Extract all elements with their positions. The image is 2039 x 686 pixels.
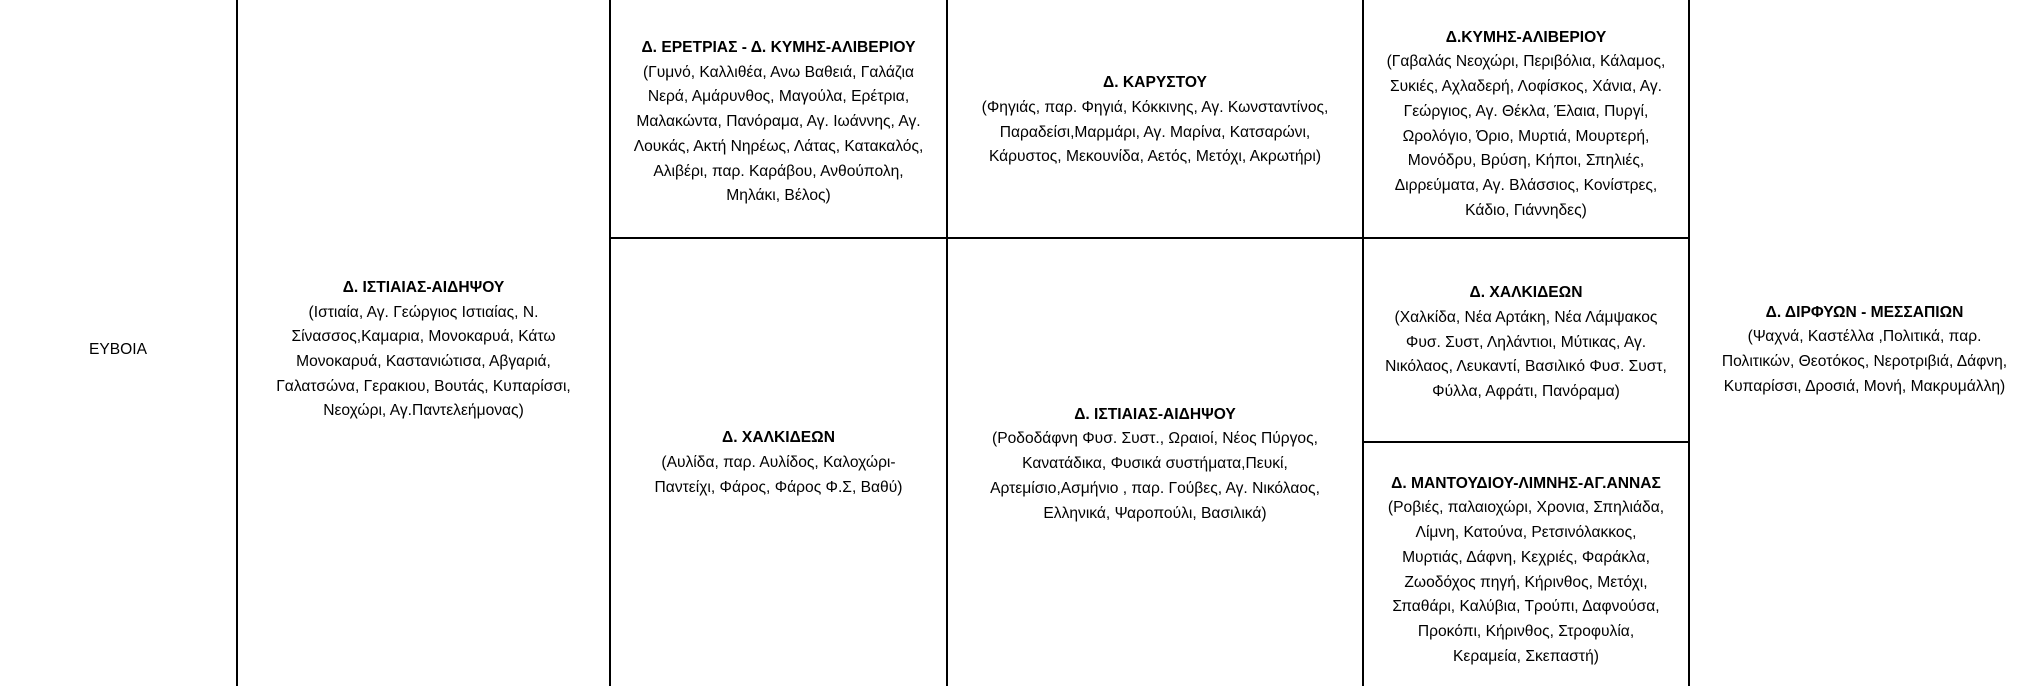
- municipality-areas: (Ψαχνά, Καστέλλα ,Πολιτικά, παρ. Πολιτικών, Θεοτόκος, Νεροτριβιά, Δάφνη, Κυπαρίσσι, Δροσιά, Μονή, Μακρυμάλλη): [1721, 328, 2008, 395]
- municipality-areas: (Χαλκίδα, Νέα Αρτάκη, Νέα Λάμψακος Φυσ. Συστ, Ληλάντιοι, Μύτικας, Αγ. Νικόλαος, Λευκαντί, Βασιλικό Φυσ. Συστ, Φύλλα, Αφράτι, Πανόραμα): [1385, 308, 1667, 401]
- municipality-areas: (Ροδοδάφνη Φυσ. Συστ., Ωραιοί, Νέος Πύργος, Κανατάδικα, Φυσικά συστήματα,Πευκί, Αρτεμίσιο,Ασμήνιο , παρ. Γούβες, Αγ. Νικόλαος, Ελληνικά, Ψαροπούλι, Βασιλικά): [990, 430, 1320, 522]
- municipality-areas: (Γαβαλάς Νεοχώρι, Περιβόλια, Κάλαμος, Συκιές, Αχλαδερή, Λοφίσκος, Χάνια, Αγ. Γεώργιος, Αγ. Θέκλα, Έλαια, Πυργί, Ωρολόγιο, Όριο, Μυρτιά, Μουρτερή, Μονόδρυ, Βρύση, Κήποι, Σπηλιές, Διρρεύματα, Αγ. Βλάσσιος, Κονίστρες, Κάδιο, Γιάννηδες): [1386, 53, 1666, 219]
- municipality-cell-mantoudi: [1364, 443, 1688, 686]
- municipality-cell-chalkida: [1364, 239, 1688, 441]
- municipality-title: Δ. ΚΑΡΥΣΤΟΥ: [1103, 74, 1207, 92]
- municipality-title: Δ. ΙΣΤΙΑΙΑΣ-ΑΙΔΗΨΟΥ: [1074, 405, 1236, 423]
- municipality-title: Δ. ΧΑΛΚΙΔΕΩΝ: [722, 429, 835, 447]
- municipality-title: Δ. ΔΙΡΦΥΩΝ - ΜΕΣΣΑΠΙΩΝ: [1765, 303, 1964, 321]
- region-cell: [0, 0, 236, 686]
- municipality-cell-dirfys: [1690, 0, 2039, 686]
- municipality-areas: (Ιστιαία, Αγ. Γεώργιος Ιστιαίας, Ν. Σίνασσος,Καμαρια, Μονοκαρυά, Κάτω Μονοκαρυά, Καστανιώτισα, Αβγαριά, Γαλατσώνα, Γερακιου, Βουτάς, Κυπαρίσσι, Νεοχώρι, Αγ.Παντελεήμονας): [276, 303, 571, 420]
- municipality-title: Δ. ΙΣΤΙΑΙΑΣ-ΑΙΔΗΨΟΥ: [342, 278, 505, 296]
- municipality-cell-chalkida-avlida: [611, 239, 946, 686]
- municipality-title: Δ.ΚΥΜΗΣ-ΑΛΙΒΕΡΙΟΥ: [1445, 28, 1607, 46]
- municipality-cell-istiaia: [238, 0, 609, 686]
- municipality-title: Δ. ΜΑΝΤΟΥΔΙΟΥ-ΛΙΜΝΗΣ-ΑΓ.ΑΝΝΑΣ: [1391, 474, 1661, 492]
- municipality-areas: (Φηγιάς, παρ. Φηγιά, Κόκκινης, Αγ. Κωνσταντίνος, Παραδείσι,Μαρμάρι, Αγ. Μαρίνα, Κατσαρώνι, Κάρυστος, Μεκουνίδα, Αετός, Μετόχι, Ακρωτήρι): [981, 98, 1329, 166]
- municipality-cell-kymi-aliveri: [1364, 0, 1688, 237]
- municipality-areas: (Ροβιές, παλαιοχώρι, Χρονια, Σπηλιάδα, Λίμνη, Κατούνα, Ρετσινόλακκος, Μυρτιάς, Δάφνη, Κεχριές, Φαράκλα, Ζωοδόχος πηγή, Κήρινθος, Μετόχι, Σπαθάρι, Καλύβια, Τρούπι, Δαφνούσα, Προκόπι, Κήρινθος, Στροφυλία, Κεραμεία, Σκεπαστή): [1387, 499, 1665, 665]
- municipality-areas: (Αυλίδα, παρ. Αυλίδος, Καλοχώρι- Παντείχι, Φάρος, Φάρος Φ.Σ, Βαθύ): [654, 454, 903, 496]
- municipality-title: Δ. ΕΡΕΤΡΙΑΣ - Δ. ΚΥΜΗΣ-ΑΛΙΒΕΡΙΟΥ: [641, 39, 916, 57]
- municipality-cell-karystos: [948, 0, 1362, 237]
- region-label: ΕΥΒΟΙΑ: [88, 340, 148, 358]
- municipality-title: Δ. ΧΑΛΚΙΔΕΩΝ: [1469, 284, 1583, 302]
- municipality-areas: (Γυμνό, Καλλιθέα, Ανω Βαθειά, Γαλάζια Νερά, Αμάρυνθος, Μαγούλα, Ερέτρια, Μαλακώντα, Πανόραμα, Αγ. Ιωάννης, Αγ. Λουκάς, Ακτή Νηρέως, Λάτας, Κατακαλός, Αλιβέρι, παρ. Καράβου, Ανθούπολη, Μηλάκι, Βέλος): [633, 63, 924, 205]
- municipality-cell-eretria-kymi: [611, 0, 946, 237]
- municipality-cell-istiaia-2: [948, 239, 1362, 686]
